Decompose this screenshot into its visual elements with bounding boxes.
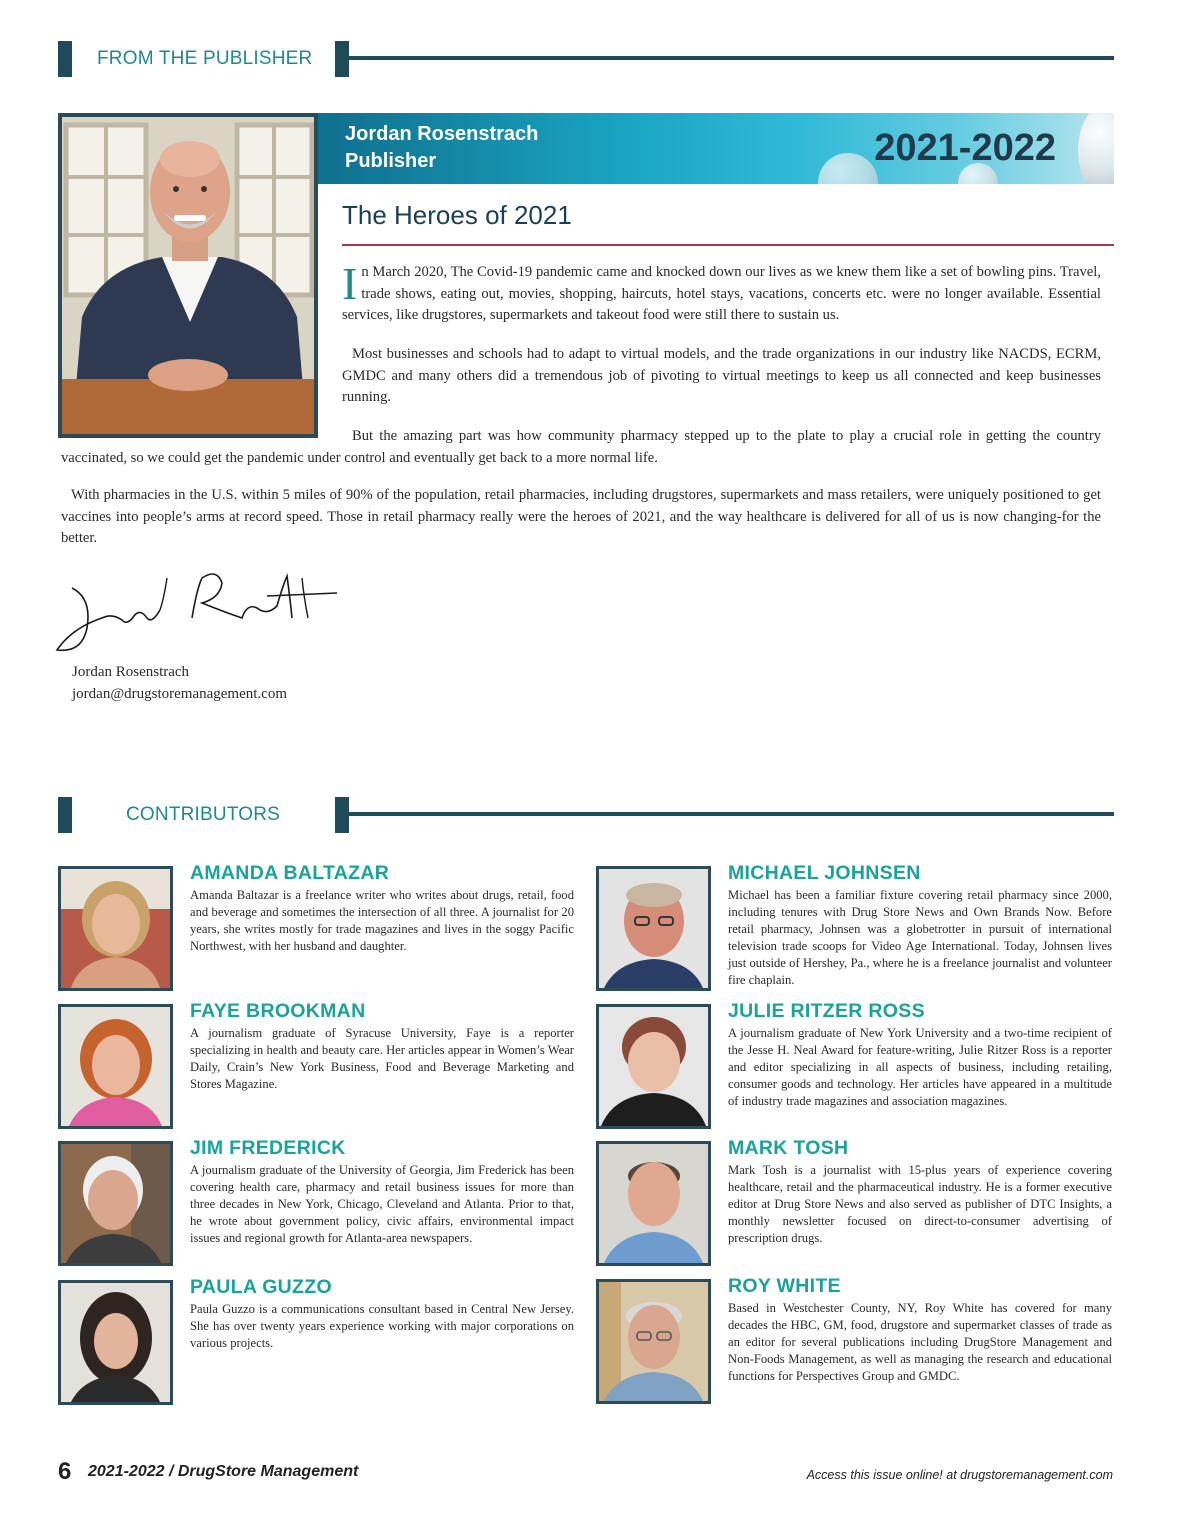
contributor-bio: Paula Guzzo is a communications consultant based in Central New Jersey. She has over twenty years experience working with major corporations on various projects. bbox=[190, 1302, 574, 1350]
paragraph-3-text: But the amazing part was how community pharmacy stepped up to the plate to play a crucial role in getting the country vaccinated, so we could get the pandemic under control and eventually get back to a more normal life. bbox=[61, 428, 1101, 466]
contributor-name: MARK TOSH bbox=[728, 1137, 849, 1159]
paragraph-1-text: n March 2020, The Covid-19 pandemic came and knocked down our lives as we knew them like a set of bowling pins. Travel, trade shows, eating out, movies, shopping, haircuts, hotel stays, vacations, concerts etc. were no longer available. Essential services, like drugstores, supermarkets and takeout food were still there to sustain us. bbox=[342, 264, 1101, 324]
signoff-email[interactable]: jordan@drugstoremanagement.com bbox=[72, 686, 287, 702]
contributors-section-header bbox=[58, 797, 1114, 833]
drop-cap: I bbox=[342, 258, 358, 309]
bowling-pin-decoration bbox=[818, 153, 878, 184]
paragraph-2-text: Most businesses and schools had to adapt to virtual models, and the trade organizations in our industry like NACDS, ECRM, GMDC and many others did a tremendous job of pivoting to virtual meetings to keep us all connected and keep businesses running. bbox=[342, 346, 1101, 406]
contributor-bio: A journalism graduate of the University of Georgia, Jim Frederick has been covering health care, pharmacy and retail business issues for more than three decades in New York, Chicago, Cleveland and Atlanta. Prior to that, he wrote about government policy, civic affairs, environmental impact issues and regional growth for Atlanta-area newspapers. bbox=[190, 1163, 574, 1245]
contributor-card bbox=[596, 862, 1116, 996]
contributor-bio: A journalism graduate of New York University and a two-time recipient of the Jesse H. Neal Award for feature-writing, Julie Ritzer Ross is a reporter and editor specializing in all aspects of business, including retailing, consumer goods and technology. Her articles have appeared in a multitude of industry trade magazines and association magazines. bbox=[728, 1026, 1112, 1108]
contributor-bio: Based in Westchester County, NY, Roy White has covered for many decades the HBC, GM, food, drugstore and supermarket classes of trade as an editor for several publications including DrugStore Management and Non-Foods Management, as well as managing the research and educational functions for Perspectives Group and GMDC. bbox=[728, 1301, 1112, 1383]
contributor-bio: Amanda Baltazar is a freelance writer who writes about drugs, retail, food and beverage and sometimes the intersection of all three. A journalist for 20 years, she writes mostly for trade magazines and lives in the soggy Pacific Northwest, with her husband and daughter. bbox=[190, 888, 574, 953]
banner-publisher-role: Publisher bbox=[345, 150, 437, 172]
contributor-card bbox=[58, 1276, 578, 1410]
section-rule bbox=[349, 56, 1114, 60]
contributor-bio: Michael has been a familiar fixture covering retail pharmacy since 2000, including tenures with Drug Store News and Own Brands Now. Before retail pharmacy, Johnsen was a globetrotter in pursuit of international television trade scoops for Video Age International. Today, Johnsen lives just outside of Hershey, Pa., where he is a freelance journalist and volunteer fire chaplain. bbox=[728, 888, 1112, 987]
publisher-section-label: FROM THE PUBLISHER bbox=[97, 48, 313, 69]
contributors-section-label: CONTRIBUTORS bbox=[126, 804, 281, 825]
contributor-photo bbox=[596, 1004, 711, 1129]
contributor-bio: Mark Tosh is a journalist with 15-plus years of experience covering healthcare, retail and the pharmaceutical industry. He is a former executive editor at Drug Store News and also served as publisher of DTC Insights, a monthly newsletter focused on direct-to-consumer advertising of prescription drugs. bbox=[728, 1163, 1112, 1245]
contributor-name: ROY WHITE bbox=[728, 1275, 841, 1297]
contributor-bio: A journalism graduate of Syracuse University, Faye is a reporter specializing in health and beauty care. Her articles appear in Women’s Wear Daily, Crain’s New York Business, Food and Beverage Marketing and Stores Magazine. bbox=[190, 1026, 574, 1091]
title-rule bbox=[342, 244, 1114, 246]
contributor-name: MICHAEL JOHNSEN bbox=[728, 862, 921, 884]
footer-online-note: Access this issue online! at drugstoremanagement.com bbox=[806, 1468, 1113, 1482]
page-number: 6 bbox=[58, 1458, 72, 1485]
contributor-card bbox=[596, 1000, 1116, 1134]
contributor-photo bbox=[58, 1141, 173, 1266]
contributor-card bbox=[596, 1275, 1116, 1409]
publisher-photo bbox=[58, 113, 318, 438]
signoff-block bbox=[72, 661, 287, 705]
paragraph-4-text: With pharmacies in the U.S. within 5 miles of 90% of the population, retail pharmacies, including drugstores, supermarkets and mass retailers, were uniquely positioned to get vaccines into people’s arms at record speed. Those in retail pharmacy really were the heroes of 2021, and the way healthcare is delivered for all of us is now changing-for the better. bbox=[61, 487, 1101, 547]
contributor-photo bbox=[58, 866, 173, 991]
article-paragraph-3 bbox=[61, 426, 1101, 469]
publisher-banner bbox=[318, 113, 1114, 184]
contributor-photo bbox=[596, 1279, 711, 1404]
publisher-section-header bbox=[58, 41, 1114, 77]
section-bar-mid bbox=[335, 41, 349, 77]
banner-years: 2021-2022 bbox=[874, 127, 1056, 169]
contributor-photo bbox=[596, 866, 711, 991]
contributor-name: PAULA GUZZO bbox=[190, 1276, 332, 1298]
contributor-card bbox=[58, 1000, 578, 1134]
publisher-signature bbox=[52, 568, 342, 660]
contributor-name: AMANDA BALTAZAR bbox=[190, 862, 390, 884]
article-paragraph-2 bbox=[342, 344, 1101, 409]
contributor-photo bbox=[58, 1004, 173, 1129]
contributor-name: FAYE BROOKMAN bbox=[190, 1000, 366, 1022]
section-bar-left bbox=[58, 41, 72, 77]
section-bar-mid bbox=[335, 797, 349, 833]
contributor-card bbox=[596, 1137, 1116, 1271]
contributor-name: JIM FREDERICK bbox=[190, 1137, 346, 1159]
article-title: The Heroes of 2021 bbox=[342, 200, 572, 230]
contributor-card bbox=[58, 862, 578, 996]
bowling-pin-decoration bbox=[1078, 113, 1114, 184]
article-paragraph-4 bbox=[61, 485, 1101, 550]
signoff-name: Jordan Rosenstrach bbox=[72, 664, 190, 680]
article-paragraph-1 bbox=[342, 258, 1101, 327]
banner-publisher-name: Jordan Rosenstrach bbox=[345, 123, 539, 145]
footer-publication: 2021-2022 / DrugStore Management bbox=[88, 1463, 359, 1480]
contributor-card bbox=[58, 1137, 578, 1271]
contributor-name: JULIE RITZER ROSS bbox=[728, 1000, 925, 1022]
section-bar-left bbox=[58, 797, 72, 833]
section-rule bbox=[349, 812, 1114, 816]
contributor-photo bbox=[596, 1141, 711, 1266]
contributor-photo bbox=[58, 1280, 173, 1405]
banner-name-block bbox=[345, 121, 538, 175]
